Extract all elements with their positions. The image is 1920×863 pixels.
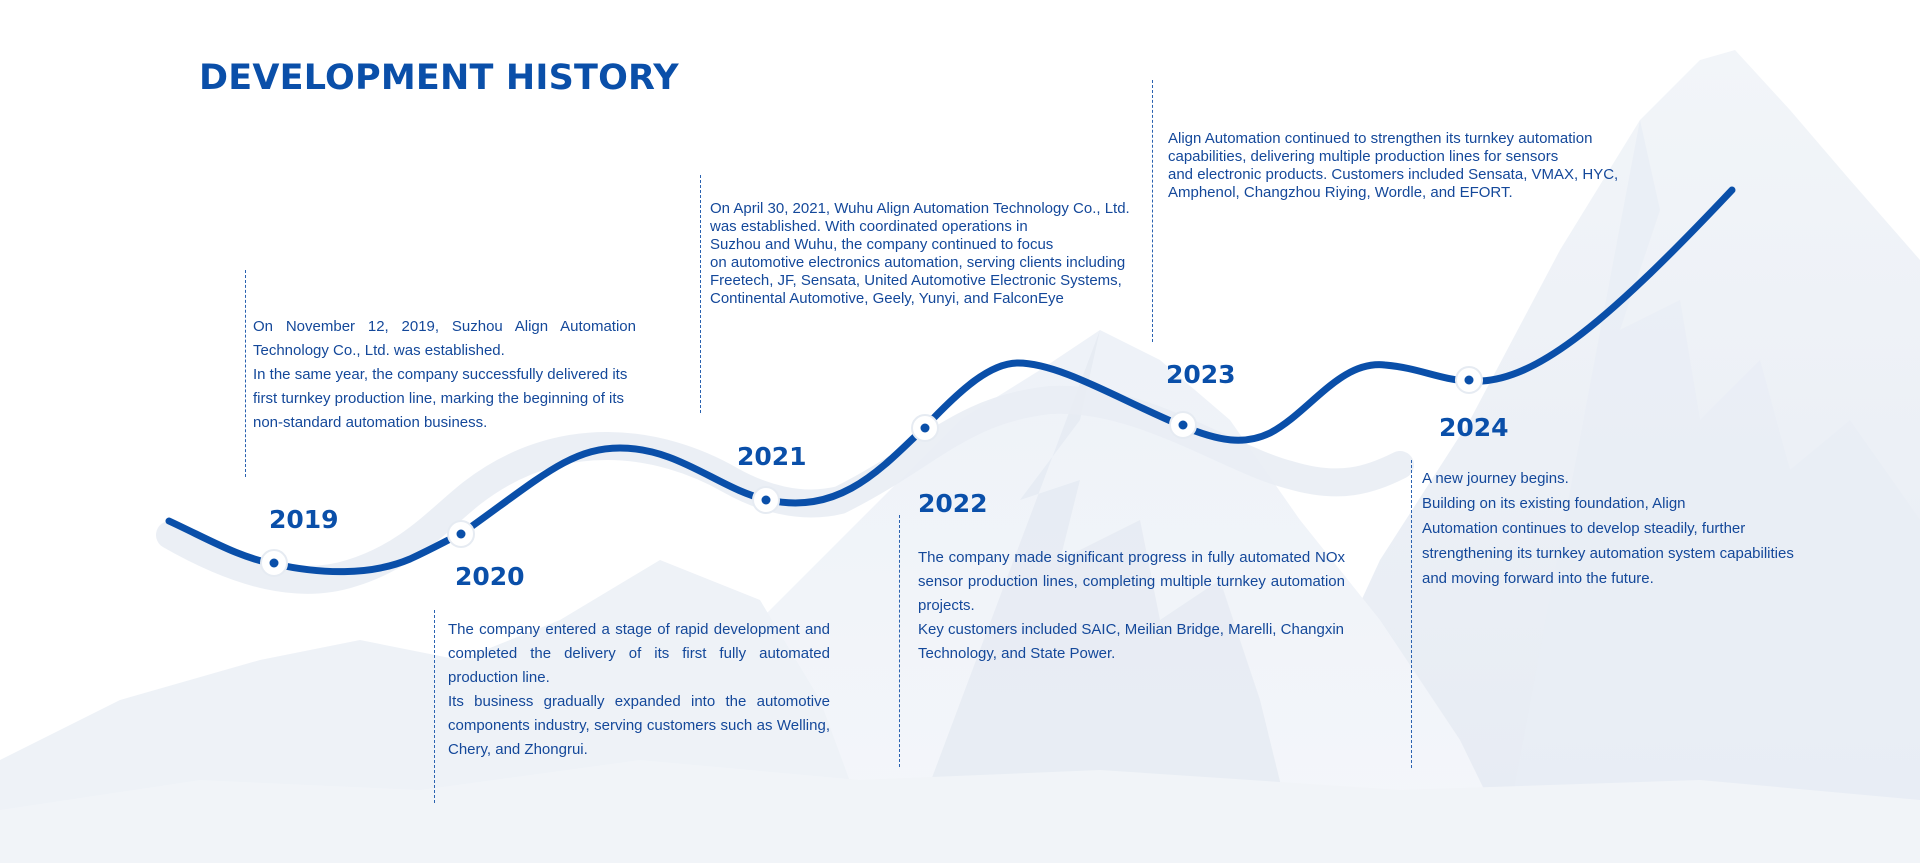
year-label-2024: 2024 xyxy=(1439,413,1509,442)
connector-line-2020 xyxy=(434,610,435,803)
milestone-2024-line-3: Automation continues to develop steadily, further xyxy=(1422,520,1746,537)
connector-line-2019 xyxy=(245,270,246,477)
milestone-2023-line-1: Align Automation continued to strengthen its turnkey automation xyxy=(1168,130,1593,147)
timeline-marker-2019 xyxy=(261,550,287,576)
milestone-2023-line-4: Amphenol, Changzhou Riying, Wordle, and EFORT. xyxy=(1168,184,1513,201)
timeline-marker-2021 xyxy=(753,487,779,513)
timeline-marker-2023 xyxy=(1170,412,1196,438)
milestone-description-2020 xyxy=(448,618,830,762)
connector-line-2022 xyxy=(899,515,900,767)
timeline-marker-2022 xyxy=(912,415,938,441)
year-label-2019: 2019 xyxy=(269,505,339,534)
timeline-marker-2024 xyxy=(1456,367,1482,393)
milestone-2019-paragraph-2: In the same year, the company successfully delivered its first turnkey production line, marking the beginning of its non-standard automation business. xyxy=(253,366,628,431)
milestone-2021-line-2: was established. With coordinated operations in xyxy=(710,218,1028,235)
milestone-2022-paragraph-2: Key customers included SAIC, Meilian Bridge, Marelli, Changxin Technology, and State Power. xyxy=(918,621,1345,662)
milestone-2021-line-3: Suzhou and Wuhu, the company continued to focus xyxy=(710,236,1054,253)
milestone-description-2022 xyxy=(918,546,1345,666)
milestone-2021-line-1: On April 30, 2021, Wuhu Align Automation Technology Co., Ltd. xyxy=(710,200,1130,217)
milestone-2021-line-5: Freetech, JF, Sensata, United Automotive Electronic Systems, xyxy=(710,272,1122,289)
milestone-2021-line-4: on automotive electronics automation, serving clients including xyxy=(710,254,1126,271)
milestone-2023-line-3: and electronic products. Customers included Sensata, VMAX, HYC, xyxy=(1168,166,1619,183)
milestone-2024-line-4: strengthening its turnkey automation system capabilities xyxy=(1422,545,1794,562)
milestone-description-2024 xyxy=(1422,466,1842,591)
milestone-2024-line-1: A new journey begins. xyxy=(1422,470,1569,487)
connector-line-2021 xyxy=(700,175,701,413)
connector-line-2024 xyxy=(1411,460,1412,768)
year-label-2021: 2021 xyxy=(737,442,807,471)
year-label-2020: 2020 xyxy=(455,562,525,591)
timeline-marker-2020 xyxy=(448,521,474,547)
milestone-2024-line-5: and moving forward into the future. xyxy=(1422,570,1654,587)
milestone-2023-line-2: capabilities, delivering multiple production lines for sensors xyxy=(1168,148,1559,165)
year-label-2023: 2023 xyxy=(1166,360,1236,389)
milestone-description-2023 xyxy=(1168,130,1618,202)
milestone-2024-line-2: Building on its existing foundation, Align xyxy=(1422,495,1686,512)
page-title: DEVELOPMENT HISTORY xyxy=(199,58,679,98)
milestone-2019-paragraph-1: On November 12, 2019, Suzhou Align Automation Technology Co., Ltd. was established. xyxy=(253,318,636,359)
milestone-description-2019 xyxy=(253,315,636,435)
milestone-2021-line-6: Continental Automotive, Geely, Yunyi, and FalconEye xyxy=(710,290,1064,307)
milestone-2022-paragraph-1: The company made significant progress in fully automated NOx sensor production lines, completing multiple turnkey automation projects. xyxy=(918,549,1345,614)
milestone-2020-paragraph-1: The company entered a stage of rapid development and completed the delivery of its first fully automated production line. xyxy=(448,621,830,686)
milestone-2020-paragraph-2: Its business gradually expanded into the automotive components industry, serving customers such as Welling, Chery, and Zhongrui. xyxy=(448,693,830,758)
milestone-description-2021 xyxy=(710,200,1150,308)
year-label-2022: 2022 xyxy=(918,489,988,518)
connector-line-2023 xyxy=(1152,80,1153,342)
